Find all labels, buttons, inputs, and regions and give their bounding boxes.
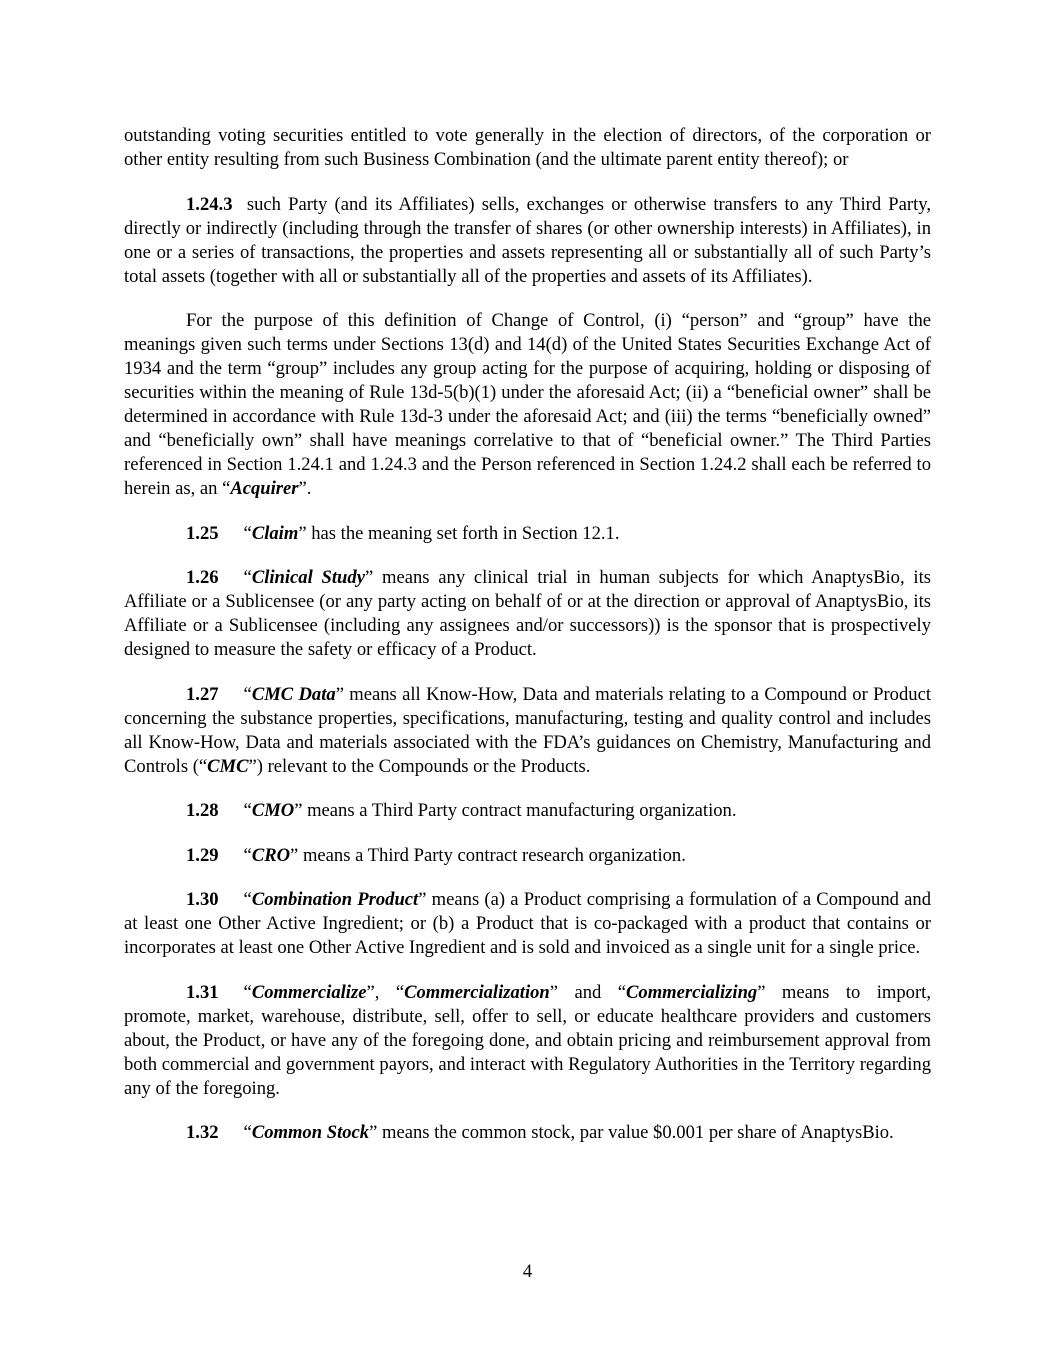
section-1-29	[124, 844, 931, 868]
section-1-32	[124, 1121, 931, 1145]
purpose-paragraph	[124, 309, 931, 501]
section-1-28	[124, 799, 931, 823]
section-number: 1.26	[186, 567, 219, 588]
section-1-30	[124, 888, 931, 960]
section-number: 1.24.3	[186, 193, 233, 215]
section-number: 1.25	[186, 522, 219, 544]
section-end: ”) relevant to the Compounds or the Products.	[248, 755, 591, 777]
section-1-26	[124, 566, 931, 662]
defined-term: Claim	[251, 522, 299, 544]
section-text: ” means a Third Party contract manufacturing organization.	[294, 800, 737, 821]
open-quote: “	[243, 889, 252, 910]
open-quote: “	[243, 844, 252, 866]
section-text: ” means a Third Party contract research organization.	[290, 844, 686, 866]
section-number: 1.32	[186, 1122, 219, 1143]
defined-term: CMO	[251, 800, 295, 821]
defined-term: CMC Data	[251, 683, 336, 705]
defined-term: CMC	[207, 755, 249, 777]
section-text: ” means the common stock, par value $0.001 per share of AnaptysBio.	[369, 1122, 894, 1143]
purpose-text: For the purpose of this definition of Change of Control, (i) “person” and “group” have the meanings given such terms under Sections 13(d) and 14(d) of the United States Securities Exchange Act of 1934 and the term “group” includes any group acting for the purpose of acquiring, holding or disposing of securities within the meaning of Rule 13d-5(b)(1) under the aforesaid Act; (ii) a “beneficial owner” shall be determined in accordance with Rule 13d-3 under the aforesaid Act; and (iii) the terms “beneficially owned” and “beneficially own” shall have meanings correlative to that of “beneficial owner.” The Third Parties referenced in Section 1.24.1 and 1.24.3 and the Person referenced in Section 1.24.2 shall each be referred to herein as, an “	[124, 310, 931, 499]
section-number: 1.28	[186, 800, 219, 821]
open-quote: “	[243, 800, 252, 821]
open-quote: “	[243, 981, 252, 1003]
section-text: ” means all Know-How, Data and materials relating to a Compound or Product concerning the substance properties, specifications, manufacturing, testing and quality control and includes all Know-How, Data and materials associated with the FDA’s guidances on Chemistry, Manufacturing and Controls (“	[124, 683, 931, 777]
document-page	[124, 124, 931, 1166]
section-text: ” means to import, promote, market, warehouse, distribute, sell, offer to sell, or educate healthcare providers and customers about, the Product, or have any of the foregoing done, and obtain pricing and reimbursement approval from both commercial and government payors, and interact with Regulatory Authorities in the Territory regarding any of the foregoing.	[124, 981, 931, 1099]
defined-term: Combination Product	[251, 889, 419, 910]
separator: ”, “	[366, 981, 405, 1003]
section-text: such Party (and its Affiliates) sells, exchanges or otherwise transfers to any Third Party, directly or indirectly (including through the transfer of shares (or other ownership interests) in Affiliates), in one or a series of transactions, the properties and assets representing all or substantially all of such Party’s total assets (together with all or substantially all of the properties and assets of its Affiliates).	[124, 193, 931, 287]
purpose-end: ”.	[298, 478, 312, 499]
continuation-paragraph: outstanding voting securities entitled to vote generally in the election of directors, of the corporation or other entity resulting from such Business Combination (and the ultimate parent entity thereof); or	[124, 125, 931, 170]
section-number: 1.30	[186, 889, 219, 910]
section-1-31	[124, 981, 931, 1101]
open-quote: “	[243, 522, 252, 544]
defined-term: Acquirer	[230, 478, 299, 499]
section-text: ” has the meaning set forth in Section 12.1.	[298, 522, 620, 544]
section-text: ” means any clinical trial in human subjects for which AnaptysBio, its Affiliate or a Sublicensee (or any party acting on behalf of or at the direction or approval of AnaptysBio, its Affiliate or a Sublicensee (including any assignees and/or successors)) is the sponsor that is prospectively designed to measure the safety or efficacy of a Product.	[124, 567, 931, 660]
section-text: ” means (a) a Product comprising a formulation of a Compound and at least one Other Active Ingredient; or (b) a Product that is co-packaged with a product that contains or incorporates at least one Other Active Ingredient and is sold and invoiced as a single unit for a single price.	[124, 889, 932, 958]
defined-term: Commercializing	[626, 981, 758, 1003]
defined-term: Common Stock	[251, 1122, 370, 1143]
defined-term: Commercialize	[251, 981, 367, 1003]
open-quote: “	[243, 1122, 252, 1143]
page-number: 4	[522, 1261, 533, 1282]
section-number: 1.27	[186, 683, 219, 705]
section-1-24-3	[124, 193, 931, 289]
section-1-25	[124, 522, 931, 546]
defined-term: CRO	[251, 844, 291, 866]
section-1-27	[124, 683, 931, 779]
open-quote: “	[243, 683, 252, 705]
section-number: 1.29	[186, 844, 219, 866]
section-number: 1.31	[186, 981, 219, 1003]
open-quote: “	[243, 567, 252, 588]
separator: ” and “	[549, 981, 626, 1003]
defined-term: Commercialization	[404, 981, 550, 1003]
defined-term: Clinical Study	[251, 567, 365, 588]
